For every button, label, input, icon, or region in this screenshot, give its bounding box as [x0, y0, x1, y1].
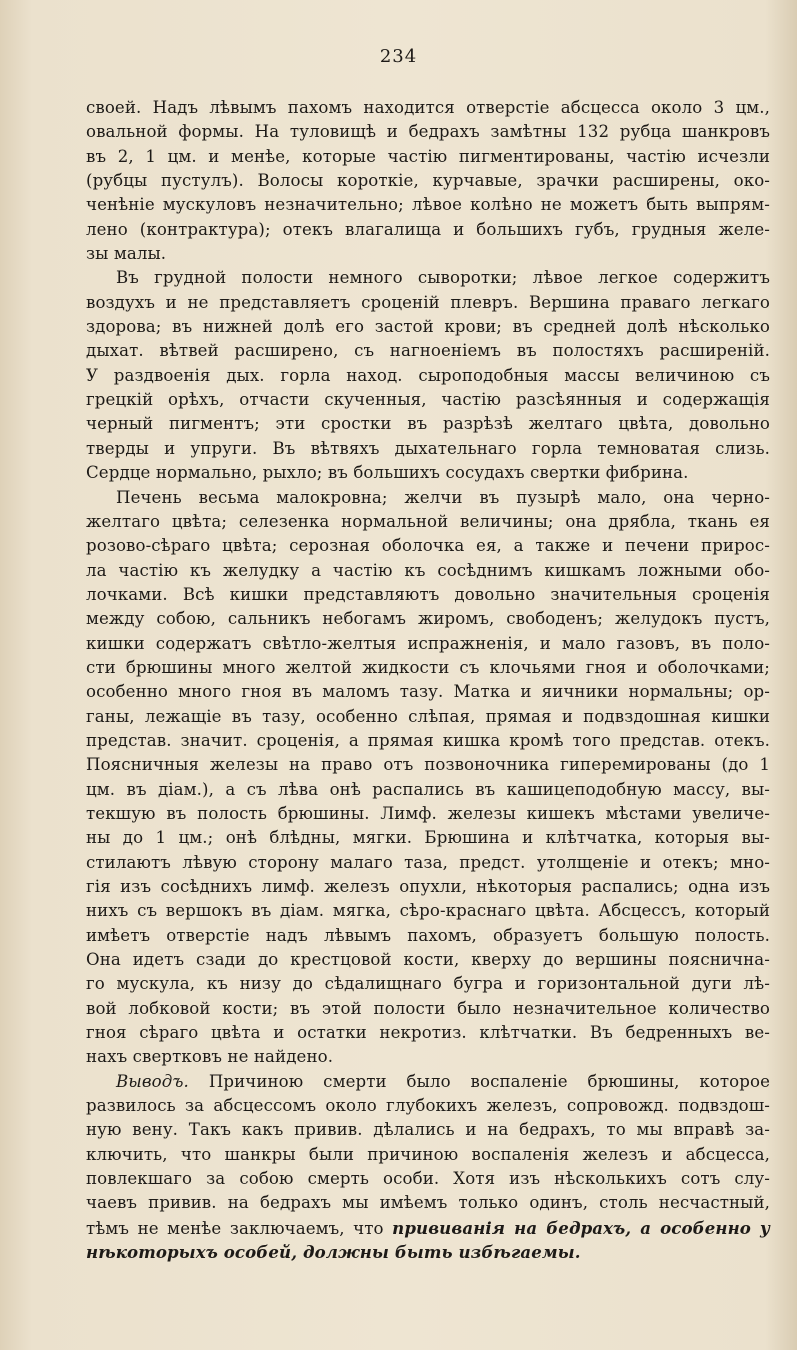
text-line: гія изъ сосѣднихъ лимф. железъ опухли, нѣкоторыя распались; одна изъ: [86, 877, 770, 896]
text-line: текшую въ полость брюшины. Лимф. железы кишекъ мѣстами увеличе-: [86, 803, 770, 823]
text-line: ключить, что шанкры были причиною воспаленія железъ и абсцесса,: [86, 1144, 770, 1164]
text-line: ганы, лежащіе въ тазу, особенно слѣпая, прямая и подвздошная кишки: [86, 706, 770, 726]
text-line: овальной формы. На туловищѣ и бедрахъ замѣтны 132 рубца шанкровъ: [86, 122, 770, 142]
text-line: воздухъ и не представляетъ сроценій плевръ. Вершина праваго легкаго: [86, 292, 770, 312]
text-block: [86, 96, 770, 1265]
text-line: сти брюшины много желтой жидкости съ клочьями гноя и оболочками;: [86, 657, 770, 677]
text-line: лено (контрактура); отекъ влагалища и большихъ губъ, грудныя желе-: [86, 219, 770, 239]
text-line: Печень весьма малокровна; желчи въ пузырѣ мало, она черно-: [116, 487, 770, 507]
emphasis-line: [86, 1216, 770, 1240]
text-line: ную вену. Такъ какъ привив. дѣлались и на бедрахъ, то мы вправѣ за-: [86, 1120, 770, 1140]
text-line: развилось за абсцессомъ около глубокихъ железъ, сопровожд. подвздош-: [86, 1096, 770, 1116]
paragraph-chest-cavity: [86, 266, 770, 485]
text-line: Она идетъ сзади до крестцовой кости, кверху до вершины поясничнa-: [86, 950, 770, 970]
text-line: грецкій орѣхъ, отчасти скученныя, частію разсѣянныя и содержащія: [86, 390, 770, 410]
text-line: тверды и упруги. Въ вѣтвяхъ дыхательнаго горла темноватая слизь.: [86, 438, 770, 458]
conclusion-first-line: [86, 1070, 770, 1094]
text-line: нахъ свертковъ не найдено.: [86, 1047, 334, 1067]
text-line: лочками. Всѣ кишки представляютъ довольно значительныя сроценія: [86, 584, 770, 604]
text-line: своей. Надъ лѣвымъ пахомъ находится отверстіе абсцесса около 3 цм.,: [86, 98, 770, 117]
text-line: чаевъ привив. на бедрахъ мы имѣемъ только одинъ, столь несчастный,: [86, 1193, 770, 1213]
text-line: го мускула, къ низу до сѣдалищнаго бугра и горизонтальной дуги лѣ-: [86, 974, 770, 994]
text-line: особенно много гноя въ маломъ тазу. Матка и яичники нормальны; ор-: [86, 682, 770, 702]
emphasis-intro: тѣмъ не менѣе заключаемъ, что: [86, 1218, 393, 1238]
text-line: ченѣніе мускуловъ незначительно; лѣвое колѣно не можетъ быть выпрям-: [86, 195, 770, 215]
paragraph-patient-condition: [86, 96, 770, 266]
text-line: черный пигментъ; эти сростки въ разрѣзѣ желтаго цвѣта, довольно: [86, 414, 770, 434]
text-line: между собою, сальникъ небогамъ жиромъ, свободенъ; желудокъ пустъ,: [86, 609, 770, 629]
text-line: вой лобковой кости; въ этой полости было незначительное количество: [86, 998, 770, 1018]
conclusion-text: Причиною смерти было воспаленіе брюшины, которое: [208, 1071, 770, 1091]
paragraph-conclusion: [86, 1070, 770, 1265]
text-line: ны до 1 цм.; онѣ блѣдны, мягки. Брюшина и клѣтчатка, которыя вы-: [86, 828, 770, 848]
text-line: гноя сѣраго цвѣта и остатки некротиз. клѣтчатки. Въ бедренныхъ ве-: [86, 1023, 770, 1043]
text-line: ла частію къ желудку а частію къ сосѣднимъ кишкамъ ложными обо-: [86, 560, 770, 580]
closing-emphasis-line: нѣкоторыхъ особей, должны быть избѣгаемы.: [86, 1242, 581, 1263]
text-line: нихъ съ вершокъ въ діам. мягка, сѣро-краснаго цвѣта. Абсцессъ, который: [86, 901, 770, 921]
text-line: имѣетъ отверстіе надъ лѣвымъ пахомъ, образуетъ большую полость.: [86, 925, 770, 945]
text-line: здорова; въ нижней долѣ его застой крови; въ средней долѣ нѣсколько: [86, 317, 770, 337]
text-line: стилаютъ лѣвую сторону малаго таза, предст. утолщеніе и отекъ; мно-: [86, 852, 770, 872]
text-line: кишки содержатъ свѣтло-желтыя испражненія, и мало газовъ, въ поло-: [86, 633, 770, 653]
text-line: повлекшаго за собою смерть особи. Хотя изъ нѣсколькихъ сотъ слу-: [86, 1169, 770, 1189]
text-line: Поясничныя железы на право отъ позвоночника гиперемированы (до 1: [86, 755, 770, 775]
text-line: цм. въ діам.), а съ лѣва онѣ распались въ кашицеподобную массу, вы-: [86, 779, 770, 799]
text-line: дыхат. вѣтвей расширено, съ нагноеніемъ въ полостяхъ расширеній.: [86, 341, 770, 361]
paragraph-abdominal-findings: [86, 486, 770, 1070]
page-number: 234: [379, 46, 418, 67]
text-line: Сердце нормально, рыхло; въ большихъ сосудахъ свертки фибрина.: [86, 463, 689, 483]
conclusion-label: Выводъ.: [116, 1071, 189, 1091]
text-line: Въ грудной полости немного сыворотки; лѣвое легкое содержитъ: [116, 268, 770, 288]
text-line: въ 2, 1 цм. и менѣе, которые частію пигментированы, частію исчезли: [86, 146, 770, 166]
text-line: У раздвоенія дых. горла наход. сыроподобныя массы величиною съ: [86, 365, 770, 385]
text-line: зы малы.: [86, 244, 167, 264]
emphasis-text: прививанія на бедрахъ, а особенно у: [392, 1217, 770, 1238]
text-line: розово-сѣраго цвѣта; серозная оболочка ея, а также и печени прирос-: [86, 536, 770, 556]
text-line: желтаго цвѣта; селезенка нормальной величины; она дрябла, ткань ея: [86, 511, 770, 531]
text-line: представ. значит. сроценія, а прямая кишка кромѣ того представ. отекъ.: [86, 730, 770, 750]
text-line: (рубцы пустулъ). Волосы короткіе, курчавые, зрачки расширены, око-: [86, 171, 770, 191]
